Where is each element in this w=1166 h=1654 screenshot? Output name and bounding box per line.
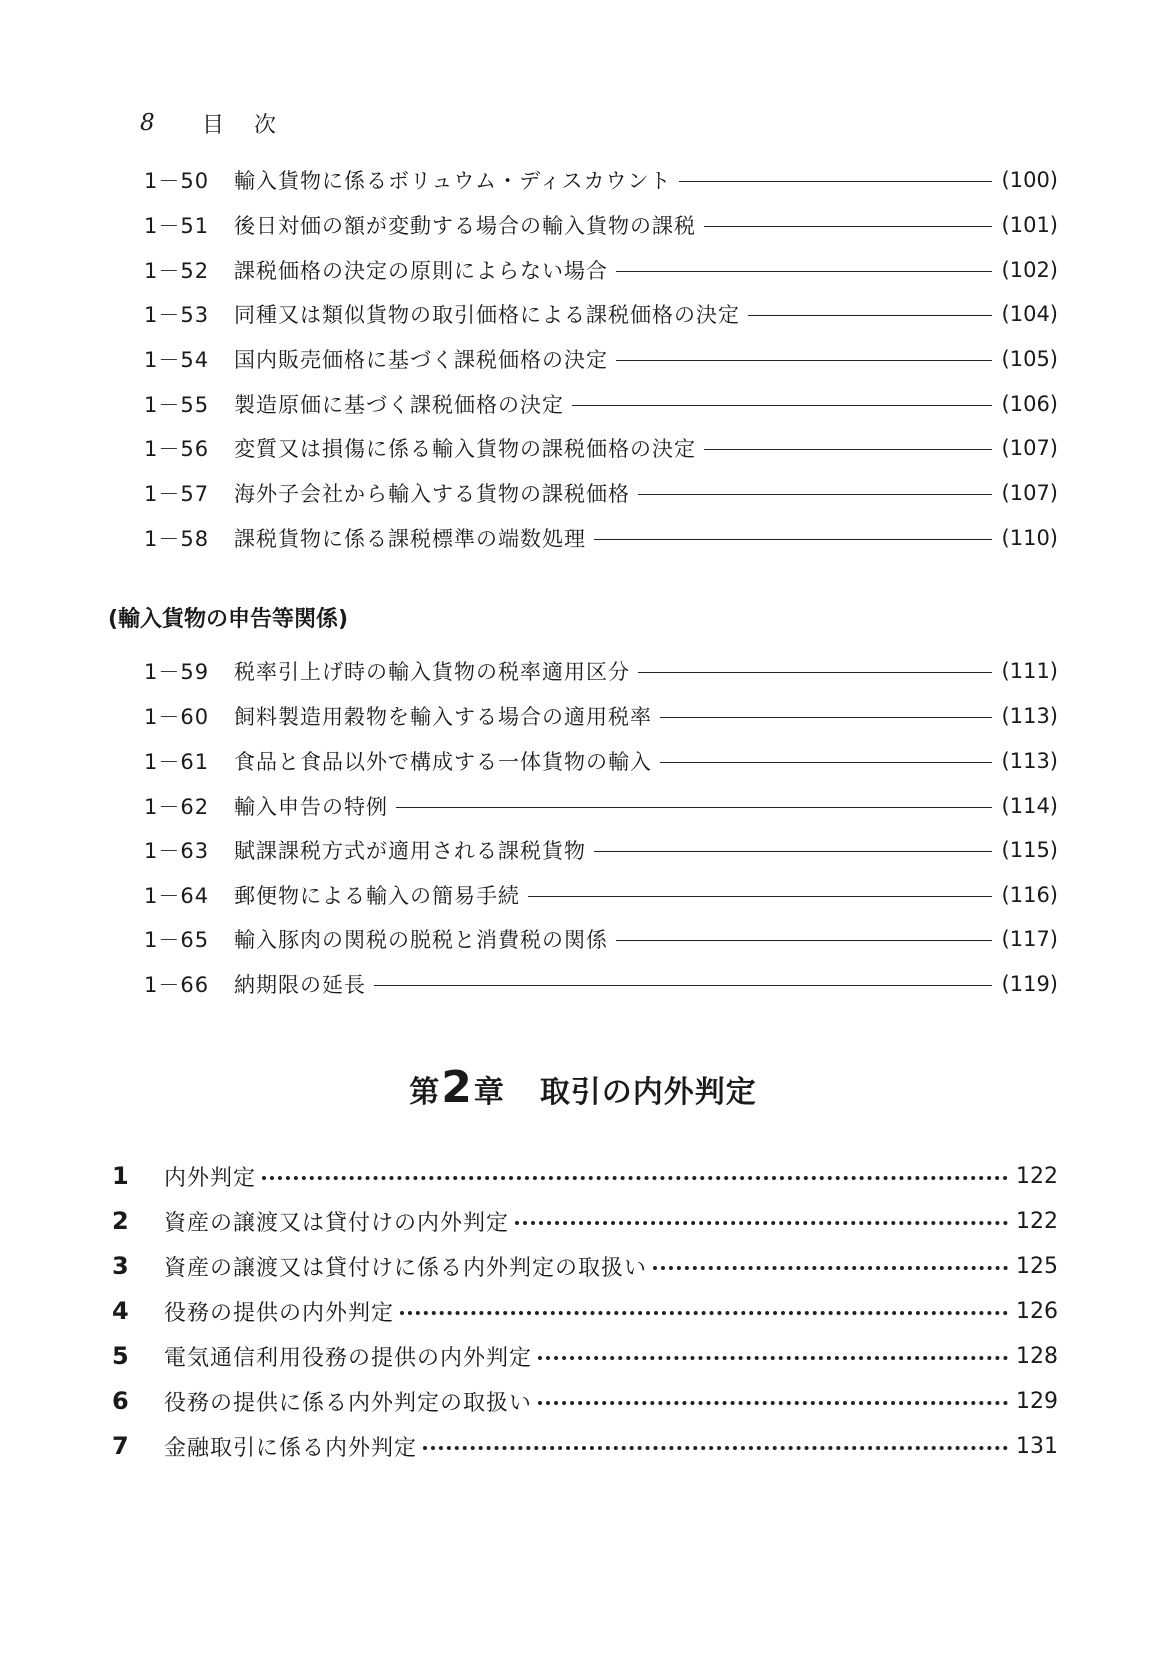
entry-number: 1－63 bbox=[144, 839, 210, 863]
entry-title: 課税貨物に係る課税標準の端数処理 bbox=[234, 527, 586, 551]
entry-title: 資産の譲渡又は貸付けに係る内外判定の取扱い bbox=[164, 1255, 648, 1281]
entry-page: (114) bbox=[1001, 794, 1058, 818]
page-header bbox=[140, 108, 306, 138]
entry-number: 7 bbox=[112, 1432, 129, 1460]
chapter-toc-entry[interactable] bbox=[112, 1203, 1058, 1239]
entry-page: (101) bbox=[1001, 213, 1058, 237]
leader-line bbox=[572, 405, 992, 406]
entry-number: 1－64 bbox=[144, 884, 210, 908]
leader-line bbox=[638, 672, 992, 673]
toc-entry[interactable] bbox=[144, 654, 1058, 688]
chapter-toc-entry[interactable] bbox=[112, 1428, 1058, 1464]
entry-page: (117) bbox=[1001, 927, 1058, 951]
entry-title: 食品と食品以外で構成する一体貨物の輸入 bbox=[234, 750, 652, 774]
entry-title: 輸入貨物に係るボリュウム・ディスカウント bbox=[234, 169, 672, 193]
toc-entry[interactable] bbox=[144, 297, 1058, 331]
toc-entry[interactable] bbox=[144, 699, 1058, 733]
entry-number: 1 bbox=[112, 1162, 129, 1190]
leader-line bbox=[616, 940, 992, 941]
entry-number: 3 bbox=[112, 1252, 129, 1280]
entry-number: 1－59 bbox=[144, 660, 210, 684]
page-number: 8 bbox=[140, 110, 155, 136]
dot-leader bbox=[515, 1221, 1008, 1225]
entry-title: 国内販売価格に基づく課税価格の決定 bbox=[234, 348, 608, 372]
entry-title: 飼料製造用穀物を輸入する場合の適用税率 bbox=[234, 705, 652, 729]
chapter-toc-entry[interactable] bbox=[112, 1248, 1058, 1284]
leader-line bbox=[704, 449, 992, 450]
leader-line bbox=[528, 896, 992, 897]
entry-title: 内外判定 bbox=[164, 1165, 257, 1191]
chapter-title: 取引の内外判定 bbox=[539, 1075, 757, 1110]
leader-line bbox=[660, 717, 992, 718]
entry-title: 郵便物による輸入の簡易手続 bbox=[234, 884, 520, 908]
leader-line bbox=[594, 851, 992, 852]
chapter-number: 2 bbox=[441, 1062, 472, 1113]
entry-number: 1－57 bbox=[144, 482, 210, 506]
entry-page: 126 bbox=[1016, 1298, 1058, 1324]
chapter-toc-entry[interactable] bbox=[112, 1383, 1058, 1419]
entry-title: 課税価格の決定の原則によらない場合 bbox=[234, 259, 608, 283]
dot-leader bbox=[538, 1401, 1008, 1405]
entry-number: 5 bbox=[112, 1342, 129, 1370]
entry-page: (106) bbox=[1001, 392, 1058, 416]
chapter-prefix: 第 bbox=[409, 1075, 440, 1110]
leader-line bbox=[638, 494, 992, 495]
entry-title: 海外子会社から輸入する貨物の課税価格 bbox=[234, 482, 630, 506]
entry-title: 変質又は損傷に係る輸入貨物の課税価格の決定 bbox=[234, 437, 696, 461]
entry-title: 金融取引に係る内外判定 bbox=[164, 1435, 418, 1461]
entry-title: 輸入豚肉の関税の脱税と消費税の関係 bbox=[234, 928, 608, 952]
toc-entry[interactable] bbox=[144, 744, 1058, 778]
entry-page: (110) bbox=[1001, 526, 1058, 550]
entry-title: 後日対価の額が変動する場合の輸入貨物の課税 bbox=[234, 214, 696, 238]
entry-page: 131 bbox=[1016, 1433, 1058, 1459]
entry-title: 役務の提供の内外判定 bbox=[164, 1300, 395, 1326]
entry-page: (115) bbox=[1001, 838, 1058, 862]
toc-entry[interactable] bbox=[144, 342, 1058, 376]
entry-title: 賦課課税方式が適用される課税貨物 bbox=[234, 839, 586, 863]
entry-page: (116) bbox=[1001, 883, 1058, 907]
entry-number: 1－54 bbox=[144, 348, 210, 372]
chapter-toc-entry[interactable] bbox=[112, 1158, 1058, 1194]
toc-entry[interactable] bbox=[144, 878, 1058, 912]
toc-entry[interactable] bbox=[144, 208, 1058, 242]
leader-line bbox=[616, 360, 992, 361]
entry-page: 125 bbox=[1016, 1253, 1058, 1279]
entry-page: (113) bbox=[1001, 704, 1058, 728]
entry-number: 2 bbox=[112, 1207, 129, 1235]
entry-number: 1－51 bbox=[144, 214, 210, 238]
entry-page: (113) bbox=[1001, 749, 1058, 773]
leader-line bbox=[679, 181, 991, 182]
entry-title: 電気通信利用役務の提供の内外判定 bbox=[164, 1345, 533, 1371]
toc-entry[interactable] bbox=[144, 253, 1058, 287]
leader-line bbox=[704, 226, 992, 227]
dot-leader bbox=[538, 1356, 1008, 1360]
leader-line bbox=[374, 985, 992, 986]
entry-page: (119) bbox=[1001, 972, 1058, 996]
entry-number: 1－53 bbox=[144, 303, 210, 327]
toc-entry[interactable] bbox=[144, 387, 1058, 421]
leader-line bbox=[748, 315, 992, 316]
entry-page: 122 bbox=[1016, 1163, 1058, 1189]
dot-leader bbox=[400, 1311, 1008, 1315]
entry-number: 6 bbox=[112, 1387, 129, 1415]
entry-number: 1－58 bbox=[144, 527, 210, 551]
entry-number: 1－60 bbox=[144, 705, 210, 729]
entry-page: (102) bbox=[1001, 258, 1058, 282]
toc-entry[interactable] bbox=[144, 922, 1058, 956]
entry-number: 1－66 bbox=[144, 973, 210, 997]
entry-number: 1－52 bbox=[144, 259, 210, 283]
chapter-toc-entry[interactable] bbox=[112, 1293, 1058, 1329]
entry-page: (107) bbox=[1001, 481, 1058, 505]
entry-title: 輸入申告の特例 bbox=[234, 795, 388, 819]
entry-number: 4 bbox=[112, 1297, 129, 1325]
entry-page: (107) bbox=[1001, 436, 1058, 460]
entry-number: 1－65 bbox=[144, 928, 210, 952]
entry-title: 税率引上げ時の輸入貨物の税率適用区分 bbox=[234, 660, 630, 684]
dot-leader bbox=[423, 1446, 1008, 1450]
entry-title: 製造原価に基づく課税価格の決定 bbox=[234, 393, 564, 417]
entry-page: 128 bbox=[1016, 1343, 1058, 1369]
entry-page: 122 bbox=[1016, 1208, 1058, 1234]
entry-page: (105) bbox=[1001, 347, 1058, 371]
entry-number: 1－61 bbox=[144, 750, 210, 774]
dot-leader bbox=[262, 1176, 1008, 1180]
entry-number: 1－56 bbox=[144, 437, 210, 461]
toc-entry[interactable] bbox=[144, 967, 1058, 1001]
leader-line bbox=[616, 271, 992, 272]
toc-entry[interactable] bbox=[144, 431, 1058, 465]
entry-number: 1－55 bbox=[144, 393, 210, 417]
section-heading: (輸入貨物の申告等関係) bbox=[108, 606, 349, 632]
leader-line bbox=[396, 807, 992, 808]
entry-page: 129 bbox=[1016, 1388, 1058, 1414]
leader-line bbox=[660, 762, 992, 763]
entry-page: (100) bbox=[1001, 168, 1058, 192]
toc-entry[interactable] bbox=[144, 163, 1058, 197]
page-label: 目次 bbox=[202, 112, 307, 138]
entry-title: 同種又は類似貨物の取引価格による課税価格の決定 bbox=[234, 303, 740, 327]
entry-title: 資産の譲渡又は貸付けの内外判定 bbox=[164, 1210, 510, 1236]
entry-number: 1－50 bbox=[144, 169, 210, 193]
toc-entry[interactable] bbox=[144, 833, 1058, 867]
entry-number: 1－62 bbox=[144, 795, 210, 819]
entry-page: (111) bbox=[1001, 659, 1058, 683]
toc-entry[interactable] bbox=[144, 476, 1058, 510]
chapter-heading bbox=[0, 1062, 1166, 1122]
chapter-suffix: 章 bbox=[473, 1075, 504, 1110]
entry-title: 役務の提供に係る内外判定の取扱い bbox=[164, 1390, 533, 1416]
toc-entry[interactable] bbox=[144, 789, 1058, 823]
toc-entry[interactable] bbox=[144, 521, 1058, 555]
chapter-toc-entry[interactable] bbox=[112, 1338, 1058, 1374]
leader-line bbox=[594, 539, 992, 540]
entry-title: 納期限の延長 bbox=[234, 973, 366, 997]
entry-page: (104) bbox=[1001, 302, 1058, 326]
dot-leader bbox=[653, 1266, 1008, 1270]
